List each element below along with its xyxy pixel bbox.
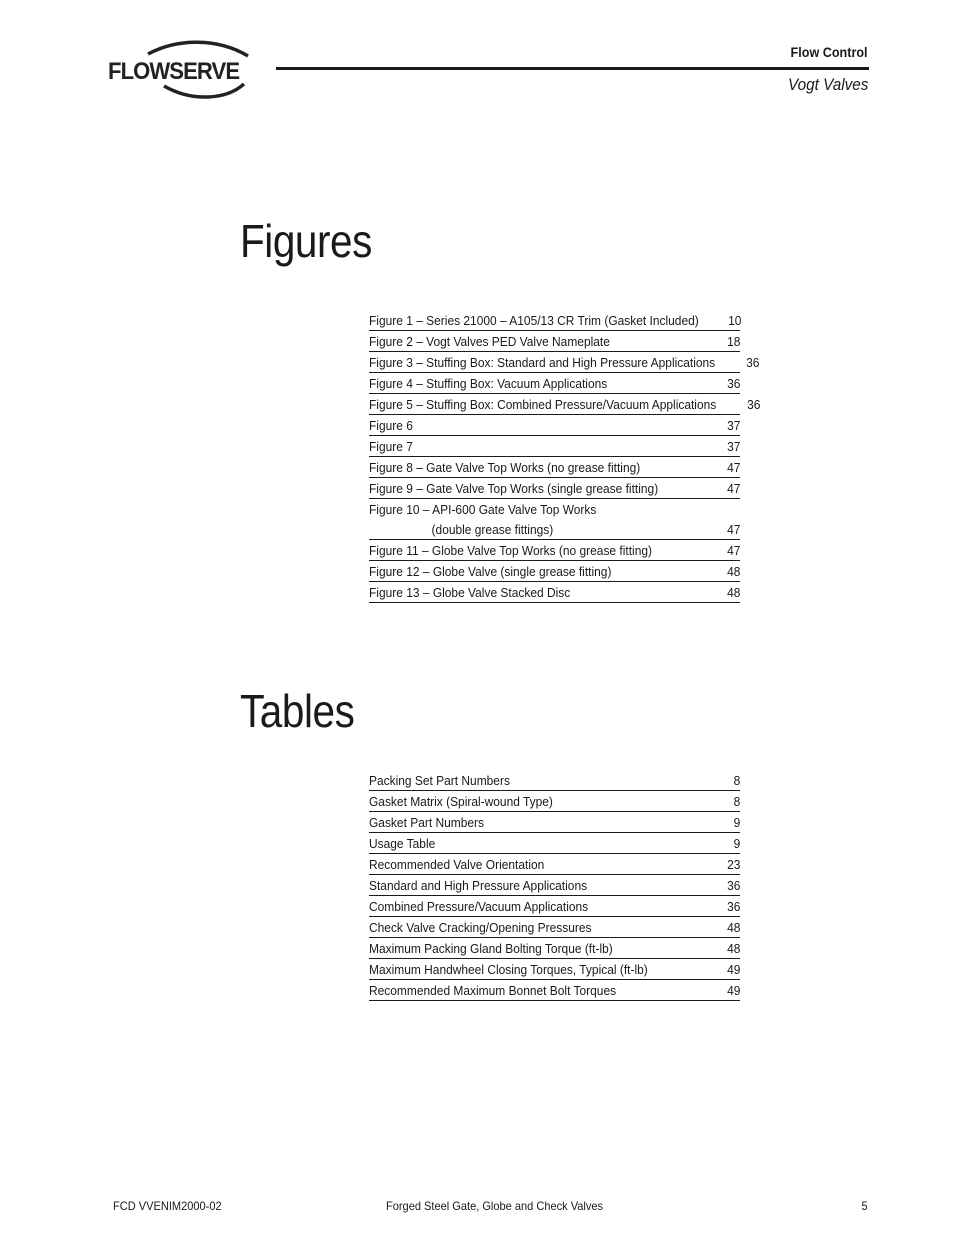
table-entry-page: 49: [726, 962, 740, 977]
table-entry-label-text: Packing Set Part Numbers: [369, 773, 510, 788]
table-entry: [369, 833, 740, 854]
figure-entry-page: 47: [726, 481, 740, 496]
figure-entry-label: [369, 439, 413, 454]
table-entry-label-text: Maximum Packing Gland Bolting Torque (ft-lb): [369, 941, 613, 956]
figure-entry: [369, 394, 761, 415]
figure-entry: [369, 561, 740, 582]
figure-entry-label: [369, 334, 610, 349]
logo-wordmark: FLOWSERVE: [108, 58, 240, 85]
table-entry: [369, 959, 740, 980]
figure-entry: [369, 331, 740, 352]
table-entry-label: [369, 983, 616, 998]
figure-entry-page: 48: [726, 564, 740, 579]
figure-entry-page: 48: [726, 585, 740, 600]
table-entry-label-text: Recommended Valve Orientation: [369, 857, 545, 872]
figure-entry: [369, 415, 740, 436]
table-entry-label-text: Maximum Handwheel Closing Torques, Typical (ft-lb): [369, 962, 648, 977]
figure-entry: [369, 478, 740, 499]
figure-entry-label: [369, 376, 607, 391]
figure-entry-label-text: Figure 4 – Stuffing Box: Vacuum Applications: [369, 376, 608, 391]
table-entry: [369, 791, 740, 812]
table-entry-page: 9: [733, 836, 740, 851]
table-entry-page: 48: [726, 941, 740, 956]
figure-entry: [369, 582, 740, 603]
table-entry-label-text: Recommended Maximum Bonnet Bolt Torques: [369, 983, 617, 998]
table-entry: [369, 938, 740, 959]
figure-entry-label: [369, 418, 413, 433]
table-entry-label: [369, 899, 588, 914]
figure-entry-page: 47: [726, 460, 740, 475]
table-entry: [369, 875, 740, 896]
figure-entry-label-text: Figure 11 – Globe Valve Top Works (no grease fitting): [369, 543, 652, 558]
table-entry-label: [369, 794, 553, 809]
figure-entry: [369, 352, 760, 373]
figure-entry-page: 37: [726, 439, 740, 454]
table-entry-label-text: Gasket Part Numbers: [369, 815, 484, 830]
table-entry-label: [369, 941, 613, 956]
table-entry-label-text: Usage Table: [369, 836, 436, 851]
figure-entry-page: 10: [728, 313, 742, 328]
footer-doc-code: FCD VVENIM2000-02: [113, 1199, 222, 1213]
figure-entry-page: 36: [747, 397, 761, 412]
table-entry-page: 23: [726, 857, 740, 872]
figure-entry-label: [369, 543, 652, 558]
table-entry-label: [369, 962, 648, 977]
table-entry-label-text: Standard and High Pressure Applications: [369, 878, 588, 893]
figure-entry-label-text: Figure 9 – Gate Valve Top Works (single grease fitting): [369, 481, 659, 496]
figure-entry-label: [369, 313, 699, 328]
flowserve-logo: [108, 40, 270, 100]
table-entry-label: [369, 815, 484, 830]
figure-entry-label: [369, 502, 596, 537]
footer-doc-title: Forged Steel Gate, Globe and Check Valves: [386, 1199, 604, 1213]
figure-entry-label-text: Figure 13 – Globe Valve Stacked Disc: [369, 585, 571, 600]
figure-entry-page: 36: [726, 376, 740, 391]
figures-list: [369, 310, 761, 603]
figure-entry-page: 18: [726, 334, 740, 349]
header-division: Flow Control: [791, 44, 868, 60]
figure-entry-label-text: Figure 5 – Stuffing Box: Combined Pressure/Vacuum Applications: [369, 397, 717, 412]
table-entry-label: [369, 920, 591, 935]
table-entry-label: [369, 773, 510, 788]
table-entry: [369, 917, 740, 938]
figure-entry-label: [369, 564, 611, 579]
figure-entry-label-text: Figure 2 – Vogt Valves PED Valve Nameplate: [369, 334, 610, 349]
table-entry: [369, 854, 740, 875]
figure-entry-label-continuation: (double grease fittings): [431, 522, 554, 537]
figure-entry-label: [369, 460, 640, 475]
figure-entry: [369, 457, 740, 478]
header-product-line: Vogt Valves: [787, 75, 868, 94]
figure-entry-label-text: Figure 6: [369, 418, 413, 433]
figure-entry-label-text: Figure 1 – Series 21000 – A105/13 CR Trim (Gasket Included): [369, 313, 699, 328]
table-entry-page: 36: [726, 899, 740, 914]
table-entry-label-text: Check Valve Cracking/Opening Pressures: [369, 920, 592, 935]
header-rule: [276, 67, 869, 70]
figure-entry-label: [369, 585, 570, 600]
table-entry-page: 49: [726, 983, 740, 998]
figures-title: Figures: [240, 215, 372, 267]
table-entry-page: 48: [726, 920, 740, 935]
figure-entry-label: [369, 481, 658, 496]
tables-list: [369, 770, 740, 1001]
figure-entry: [369, 310, 740, 331]
table-entry-page: 9: [733, 815, 740, 830]
tables-title: Tables: [240, 685, 355, 737]
figure-entry-label-text: Figure 7: [369, 439, 413, 454]
figure-entry: [369, 373, 740, 394]
table-entry-label-text: Gasket Matrix (Spiral-wound Type): [369, 794, 553, 809]
table-entry: [369, 980, 740, 1001]
footer-page-number: 5: [861, 1199, 868, 1213]
figure-entry-page: 47: [726, 522, 740, 537]
figure-entry-label-text: Figure 8 – Gate Valve Top Works (no grease fitting): [369, 460, 641, 475]
figure-entry: [369, 499, 740, 540]
table-entry-label-text: Combined Pressure/Vacuum Applications: [369, 899, 589, 914]
table-entry: [369, 770, 740, 791]
table-entry-page: 8: [733, 773, 740, 788]
figure-entry: [369, 436, 740, 457]
table-entry-label: [369, 857, 544, 872]
table-entry: [369, 812, 740, 833]
figure-entry-page: 36: [746, 355, 760, 370]
figure-entry-label-text: Figure 3 – Stuffing Box: Standard and High Pressure Applications: [369, 355, 716, 370]
table-entry-label: [369, 836, 435, 851]
figure-entry: [369, 540, 740, 561]
figure-entry-label-text: Figure 10 – API-600 Gate Valve Top Works: [369, 502, 597, 517]
figure-entry-label: [369, 397, 716, 412]
figure-entry-label-text: Figure 12 – Globe Valve (single grease fitting): [369, 564, 612, 579]
figure-entry-label: [369, 355, 715, 370]
figure-entry-page: 37: [726, 418, 740, 433]
table-entry-page: 36: [726, 878, 740, 893]
figure-entry-page: 47: [726, 543, 740, 558]
table-entry: [369, 896, 740, 917]
table-entry-label: [369, 878, 587, 893]
table-entry-page: 8: [733, 794, 740, 809]
